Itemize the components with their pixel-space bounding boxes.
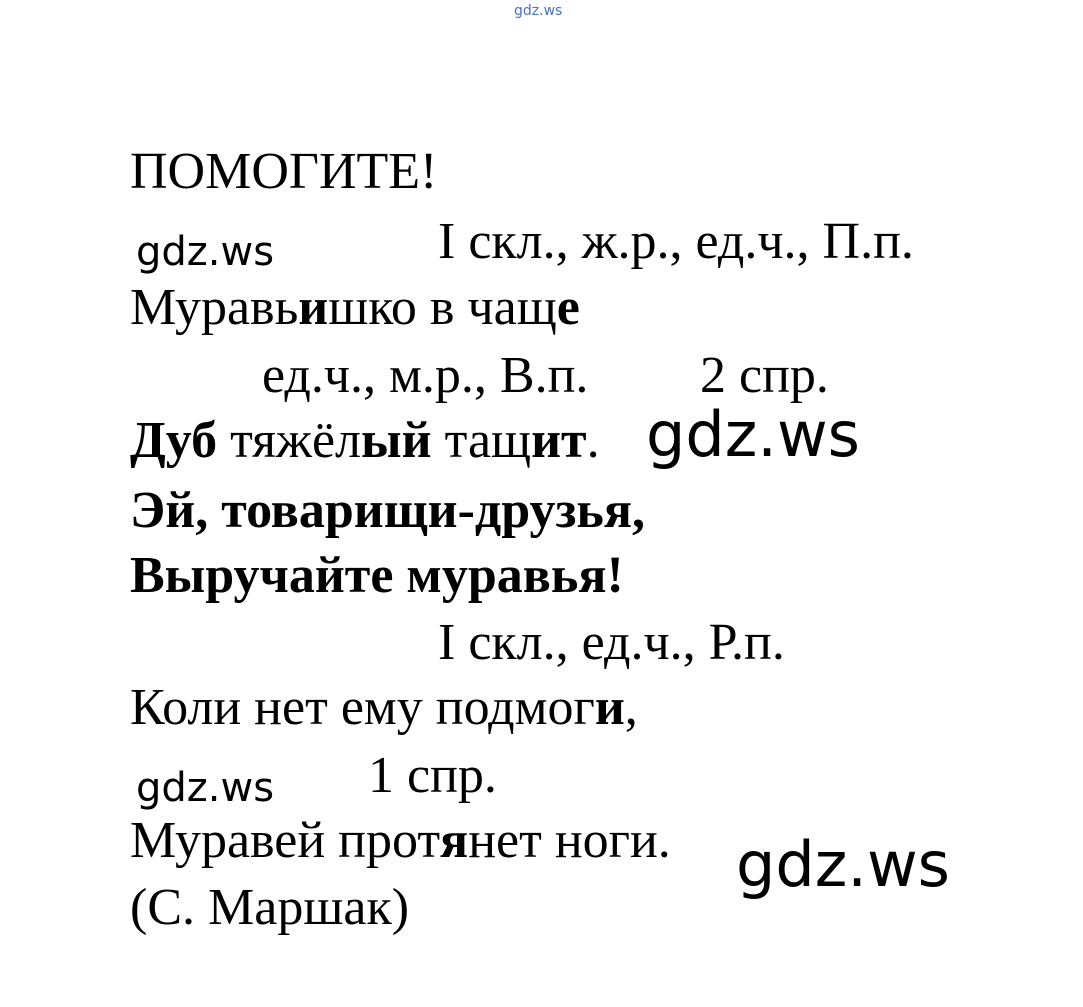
line-1-part-c: шко в чащ <box>328 279 557 336</box>
line-2-part-d: тащ <box>431 412 532 469</box>
watermark-2: gdz.ws <box>646 398 860 471</box>
line-1-part-a: Муравь <box>130 279 299 336</box>
line-1-part-b: и <box>298 279 329 336</box>
watermark-top: gdz.ws <box>514 3 563 19</box>
poem-line-4: Выручайте муравья! <box>130 547 624 604</box>
poem-title: ПОМОГИТЕ! <box>130 143 438 200</box>
line-5-part-b: и <box>594 679 625 736</box>
annotation-4: I скл., ед.ч., Р.п. <box>438 614 785 671</box>
line-6-part-a: Муравей прот <box>130 812 441 869</box>
poem-line-1 <box>130 279 580 336</box>
poem-line-6 <box>130 812 671 869</box>
watermark-1: gdz.ws <box>136 229 275 275</box>
line-6-part-b: я <box>440 812 469 869</box>
line-1-part-d: е <box>556 279 580 336</box>
poem-line-5 <box>130 679 638 736</box>
line-2-part-b: тяжёл <box>217 412 362 469</box>
line-2-part-a: Дуб <box>130 412 218 469</box>
line-2-part-c: ый <box>361 412 432 469</box>
annotation-5: 1 спр. <box>368 747 497 804</box>
line-2-part-f: . <box>586 412 600 469</box>
annotation-2: ед.ч., м.р., В.п. <box>262 347 589 404</box>
watermark-4: gdz.ws <box>736 828 950 901</box>
line-5-part-a: Коли нет ему подмог <box>130 679 595 736</box>
annotation-3: 2 спр. <box>700 347 829 404</box>
watermark-3: gdz.ws <box>136 765 275 811</box>
poem-line-3: Эй, товарищи-друзья, <box>130 482 645 539</box>
annotation-1: I скл., ж.р., ед.ч., П.п. <box>438 213 914 270</box>
line-5-part-c: , <box>624 679 638 736</box>
poem-author: (С. Маршак) <box>130 879 410 936</box>
line-6-part-c: нет ноги. <box>468 812 671 869</box>
line-2-part-e: ит <box>531 412 587 469</box>
poem-line-2 <box>130 412 600 469</box>
